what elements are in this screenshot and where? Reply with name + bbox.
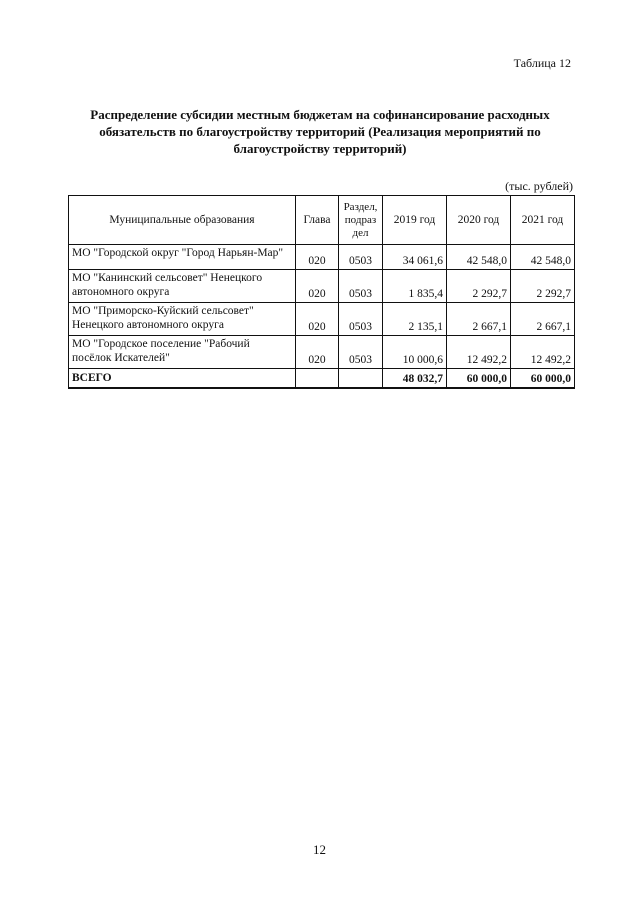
subsidy-table [68, 195, 575, 389]
section-code: 0503 [339, 245, 383, 270]
chapter-code: 020 [296, 336, 339, 369]
value-2019: 34 061,6 [383, 245, 447, 270]
header-2019: 2019 год [383, 196, 447, 245]
document-title: Распределение субсидии местным бюджетам на софинансирование расходных обязательств по благоустройству территорий (Реализация мероприятий по благоустройству территорий) [90, 107, 550, 156]
value-2019: 2 135,1 [383, 303, 447, 336]
header-chapter: Глава [296, 196, 339, 245]
header-2020: 2020 год [447, 196, 511, 245]
total-2020: 60 000,0 [447, 369, 511, 389]
total-2019: 48 032,7 [383, 369, 447, 389]
municipality-name: МО "Городской округ "Город Нарьян-Мар" [69, 245, 296, 270]
table-row [69, 336, 575, 369]
chapter-code: 020 [296, 303, 339, 336]
chapter-code: 020 [296, 245, 339, 270]
units-label: (тыс. рублей) [505, 179, 573, 193]
value-2020: 42 548,0 [447, 245, 511, 270]
table-header [69, 196, 575, 245]
header-section: Раздел, подраз дел [339, 196, 383, 245]
table-row [69, 270, 575, 303]
value-2021: 42 548,0 [511, 245, 575, 270]
value-2021: 12 492,2 [511, 336, 575, 369]
value-2019: 1 835,4 [383, 270, 447, 303]
total-chapter-empty [296, 369, 339, 389]
total-section-empty [339, 369, 383, 389]
table-row [69, 303, 575, 336]
value-2020: 12 492,2 [447, 336, 511, 369]
total-label: ВСЕГО [69, 369, 296, 389]
header-row [69, 196, 575, 245]
chapter-code: 020 [296, 270, 339, 303]
municipality-name: МО "Городское поселение "Рабочий посёлок Искателей" [69, 336, 296, 369]
total-2021: 60 000,0 [511, 369, 575, 389]
value-2021: 2 292,7 [511, 270, 575, 303]
header-municipality: Муниципальные образования [69, 196, 296, 245]
table-number: Таблица 12 [513, 56, 571, 70]
value-2021: 2 667,1 [511, 303, 575, 336]
section-code: 0503 [339, 270, 383, 303]
total-row [69, 369, 575, 389]
municipality-name: МО "Канинский сельсовет" Ненецкого автономного округа [69, 270, 296, 303]
header-2021: 2021 год [511, 196, 575, 245]
page-number: 12 [313, 842, 326, 857]
section-code: 0503 [339, 303, 383, 336]
section-code: 0503 [339, 336, 383, 369]
municipality-name: МО "Приморско-Куйский сельсовет" Ненецкого автономного округа [69, 303, 296, 336]
value-2020: 2 292,7 [447, 270, 511, 303]
table-row [69, 245, 575, 270]
value-2020: 2 667,1 [447, 303, 511, 336]
value-2019: 10 000,6 [383, 336, 447, 369]
